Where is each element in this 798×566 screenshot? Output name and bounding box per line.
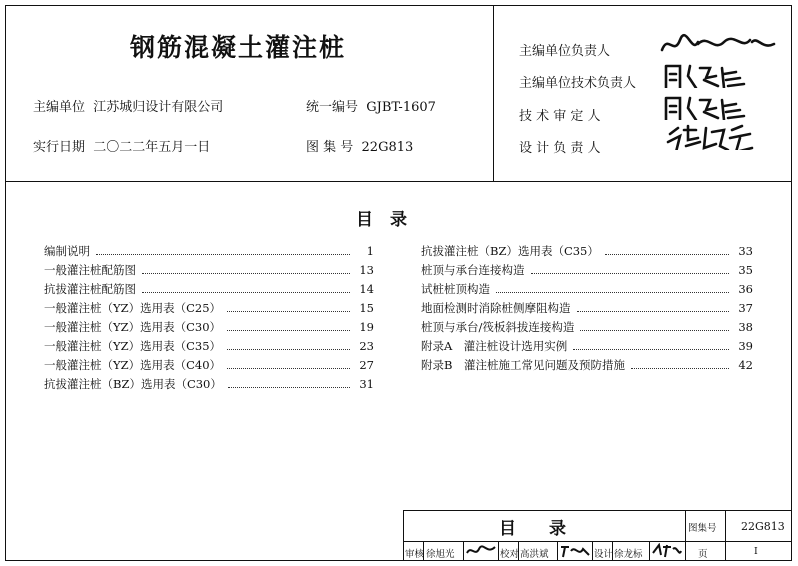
toc-entry-page: 15: [359, 301, 374, 315]
toc-right-column: [421, 243, 753, 376]
toc-entry-title: 一般灌注桩（YZ）选用表（C40）: [44, 358, 222, 372]
toc-leader-dots: [577, 311, 730, 312]
toc-entry-page: 31: [359, 377, 374, 391]
review-label: 审核: [405, 549, 425, 560]
title-block-divider: [498, 541, 499, 560]
title-block-divider: [463, 541, 464, 560]
unified-code-label: 统一编号: [306, 100, 359, 115]
toc-leader-dots: [227, 311, 350, 312]
editor-unit-value: 江苏城归设计有限公司: [93, 100, 224, 115]
toc-entry-page: 36: [738, 282, 753, 296]
toc-entry-page: 27: [359, 358, 374, 372]
toc-leader-dots: [573, 349, 729, 350]
toc-left-column: [44, 243, 374, 395]
check-label: 校对: [500, 549, 520, 560]
toc-leader-dots: [142, 273, 350, 274]
toc-leader-dots: [227, 368, 350, 369]
toc-leader-dots: [142, 292, 350, 293]
effective-date-value: 二〇二二年五月一日: [93, 140, 211, 155]
toc-entry[interactable]: [421, 243, 753, 262]
atlas-number-value: 22G813: [361, 140, 414, 155]
toc-entry-title: 一般灌注桩（YZ）选用表（C30）: [44, 320, 222, 334]
toc-entry[interactable]: [44, 338, 374, 357]
toc-entry-title: 试桩桩顶构造: [421, 282, 490, 296]
toc-entry[interactable]: [421, 319, 753, 338]
toc-entry[interactable]: [421, 262, 753, 281]
toc-entry-title: 一般灌注桩配筋图: [44, 263, 136, 277]
check-signature-image: [559, 543, 591, 558]
title-block-atlas-number: 22G813: [741, 520, 785, 533]
toc-entry-page: 14: [359, 282, 374, 296]
toc-entry-title: 一般灌注桩（YZ）选用表（C25）: [44, 301, 222, 315]
title-block-page-label: 页: [698, 549, 708, 560]
toc-entry-title: 一般灌注桩（YZ）选用表（C35）: [44, 339, 222, 353]
toc-leader-dots: [605, 254, 729, 255]
atlas-number: [306, 136, 413, 155]
title-block-divider: [557, 541, 558, 560]
toc-entry-title: 桩顶与承台/筏板斜拔连接构造: [421, 320, 575, 334]
effective-date: [33, 136, 210, 155]
responsible-label-2: 主编单位技术负责人: [519, 76, 637, 91]
responsible-label-4: 设 计 负 责 人: [519, 141, 601, 156]
toc-entry[interactable]: [44, 262, 374, 281]
unified-code-value: GJBT-1607: [366, 100, 436, 115]
toc-leader-dots: [227, 349, 350, 350]
toc-leader-dots: [496, 292, 729, 293]
toc-entry[interactable]: [421, 357, 753, 376]
toc-entry[interactable]: [421, 281, 753, 300]
responsible-label-1: 主编单位负责人: [519, 44, 611, 59]
toc-entry-page: 38: [738, 320, 753, 334]
atlas-number-label: 图 集 号: [306, 140, 354, 155]
toc-entry-page: 19: [359, 320, 374, 334]
toc-entry[interactable]: [44, 376, 374, 395]
responsible-label-3: 技 术 审 定 人: [519, 109, 601, 124]
editor-unit: [33, 96, 223, 115]
signature-4-image: [666, 124, 756, 150]
unified-code: [306, 96, 436, 115]
title-block-divider: [685, 511, 686, 560]
design-signature-image: [651, 543, 683, 558]
toc-leader-dots: [631, 368, 729, 369]
toc-entry-page: 1: [366, 244, 374, 258]
toc-entry-title: 抗拔灌注桩配筋图: [44, 282, 136, 296]
toc-entry-page: 42: [738, 358, 753, 372]
toc-entry-page: 35: [738, 263, 753, 277]
design-label: 设计: [594, 549, 614, 560]
toc-leader-dots: [531, 273, 730, 274]
check-name: 高洪斌: [520, 549, 549, 560]
header-divider: [5, 181, 792, 182]
toc-entry-title: 抗拔灌注桩（BZ）选用表（C35）: [421, 244, 599, 258]
toc-entry-title: 地面检测时消除桩侧摩阻构造: [421, 301, 571, 315]
toc-entry[interactable]: [44, 357, 374, 376]
toc-entry[interactable]: [421, 300, 753, 319]
review-signature-image: [465, 543, 497, 558]
effective-date-label: 实行日期: [33, 140, 86, 155]
review-name: 徐旭光: [426, 549, 455, 560]
design-name: 徐龙标: [614, 549, 643, 560]
toc-leader-dots: [580, 330, 729, 331]
toc-entry-page: 33: [738, 244, 753, 258]
toc-entry-page: 39: [738, 339, 753, 353]
toc-entry[interactable]: [421, 338, 753, 357]
toc-entry[interactable]: [44, 300, 374, 319]
title-block-atlas-label: 图集号: [688, 523, 717, 534]
toc-entry-title: 附录A 灌注桩设计选用实例: [421, 339, 568, 353]
toc-entry[interactable]: [44, 243, 374, 262]
toc-entry-title: 附录B 灌注桩施工常见问题及预防措施: [421, 358, 625, 372]
title-block-divider: [592, 541, 593, 560]
title-block: [403, 510, 792, 561]
title-block-divider: [649, 541, 650, 560]
toc-entry[interactable]: [44, 319, 374, 338]
signature-2-image: [660, 62, 750, 88]
toc-heading: 目 录: [356, 210, 407, 230]
toc-entry-page: 23: [359, 339, 374, 353]
signature-1-image: [658, 30, 778, 56]
title-block-title: 目 录: [499, 519, 574, 539]
toc-entry-title: 编制说明: [44, 244, 90, 258]
toc-entry-page: 13: [359, 263, 374, 277]
toc-leader-dots: [227, 330, 350, 331]
toc-entry-page: 37: [738, 301, 753, 315]
editor-unit-label: 主编单位: [33, 100, 86, 115]
title-block-page-number: I: [754, 546, 758, 557]
header-vertical-divider: [493, 5, 494, 181]
toc-entry[interactable]: [44, 281, 374, 300]
toc-entry-title: 桩顶与承台连接构造: [421, 263, 525, 277]
toc-entry-title: 抗拔灌注桩（BZ）选用表（C30）: [44, 377, 222, 391]
document-title: 钢筋混凝土灌注桩: [130, 33, 347, 62]
signature-3-image: [660, 94, 750, 120]
title-block-divider: [725, 511, 726, 560]
toc-leader-dots: [228, 387, 350, 388]
toc-leader-dots: [96, 254, 350, 255]
